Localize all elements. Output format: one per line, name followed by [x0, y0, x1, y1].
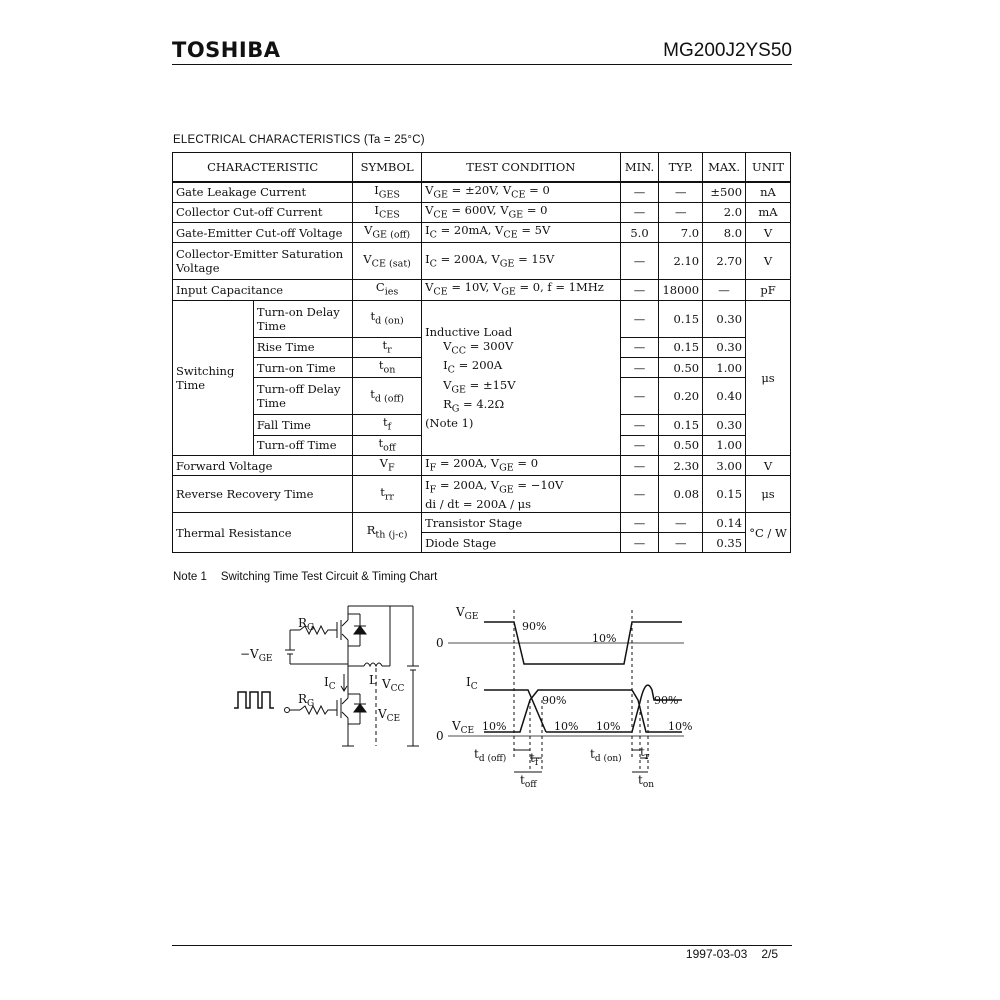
- condition-line: $I_C = 200A$: [443, 358, 503, 376]
- typ-cell: 0.08: [659, 476, 703, 513]
- footer-date: 1997-03-03: [685, 947, 748, 961]
- table-row: [173, 455, 791, 475]
- col-header: TEST CONDITION: [422, 153, 620, 182]
- timing-chart-diagram: [434, 600, 693, 790]
- lower-diode-icon: [354, 704, 366, 712]
- condition-cell: Diode Stage: [422, 533, 620, 553]
- min-cell: —: [620, 455, 659, 475]
- max-cell: 0.40: [703, 378, 746, 415]
- typ-cell: 0.15: [659, 415, 703, 435]
- symbol-cell: $I_{GES}$: [353, 182, 422, 203]
- page-header: [172, 38, 792, 65]
- min-cell: —: [620, 280, 659, 300]
- symbol-cell: $R_{th (j-c)}$: [353, 513, 422, 553]
- typ-cell: 0.50: [659, 435, 703, 455]
- symbol-cell: $I_{CES}$: [353, 202, 422, 222]
- max-cell: 0.14: [703, 513, 746, 533]
- symbol-cell: $C_{ies}$: [353, 280, 422, 300]
- note-caption: [173, 571, 437, 583]
- tr-label: $t_r$: [640, 745, 650, 762]
- condition-cell: $I_C = 20mA$, $V_{CE} = 5V$: [422, 223, 620, 243]
- lower-igbt-emitter: [342, 712, 348, 718]
- pct10-label: 10%: [482, 720, 507, 733]
- min-cell: —: [620, 415, 659, 435]
- timing-vce-label: $V_{CE}$: [452, 719, 475, 736]
- max-cell: 0.30: [703, 300, 746, 337]
- unit-cell: mA: [746, 202, 791, 222]
- upper-diode-icon: [354, 626, 366, 634]
- col-header: MIN.: [620, 153, 659, 182]
- typ-cell: 2.10: [659, 243, 703, 280]
- characteristic-cell: Forward Voltage: [173, 455, 353, 475]
- pulse-train-icon: [234, 692, 274, 708]
- table-row: [173, 280, 791, 300]
- characteristic-cell: Thermal Resistance: [173, 513, 353, 553]
- upper-igbt-collector: [342, 620, 348, 626]
- table-row: [173, 300, 791, 337]
- typ-cell: —: [659, 533, 703, 553]
- max-cell: 1.00: [703, 435, 746, 455]
- condition-cell: $I_F = 200A$, $V_{GE} = 0$: [422, 455, 620, 475]
- typ-cell: —: [659, 182, 703, 203]
- condition-cell: $V_{CE} = 10V$, $V_{GE} = 0$, f = 1MHz: [422, 280, 620, 300]
- pulse-input-terminal: [285, 708, 290, 713]
- min-cell: —: [620, 357, 659, 377]
- typ-cell: 0.15: [659, 300, 703, 337]
- symbol-cell: $V_{CE (sat)}$: [353, 243, 422, 280]
- section-title: ELECTRICAL CHARACTERISTICS (Ta = 25°C): [173, 134, 425, 146]
- pct90-label: 90%: [542, 694, 567, 707]
- symbol-cell: $V_{GE (off)}$: [353, 223, 422, 243]
- table-row: [173, 223, 791, 243]
- unit-cell: V: [746, 223, 791, 243]
- min-cell: —: [620, 243, 659, 280]
- min-cell: —: [620, 378, 659, 415]
- characteristic-cell: Reverse Recovery Time: [173, 476, 353, 513]
- characteristic-cell: Turn-off Delay Time: [253, 378, 352, 415]
- brand-logo: TOSHIBA: [172, 38, 281, 62]
- min-cell: —: [620, 435, 659, 455]
- condition-line: (Note 1): [425, 416, 474, 431]
- page-footer: [686, 947, 778, 961]
- max-cell: 0.30: [703, 337, 746, 357]
- pct10-label: 10%: [668, 720, 693, 733]
- characteristic-cell: Turn-on Delay Time: [253, 300, 352, 337]
- inductor-icon: [364, 663, 382, 666]
- condition-line: $V_{CC} = 300V$: [443, 339, 514, 357]
- characteristic-cell: Gate Leakage Current: [173, 182, 353, 203]
- symbol-cell: $t_{d (off)}$: [353, 378, 422, 415]
- electrical-characteristics-table: [172, 152, 791, 553]
- max-cell: 0.35: [703, 533, 746, 553]
- table-row: [173, 182, 791, 203]
- rg-lower-label: $R_G$: [298, 692, 315, 709]
- condition-cell: Transistor Stage: [422, 513, 620, 533]
- footer-page: 2/5: [761, 947, 778, 961]
- max-cell: 1.00: [703, 357, 746, 377]
- unit-cell: μs: [746, 300, 791, 455]
- table-header-row: [173, 153, 791, 182]
- pct90-label: 90%: [654, 694, 679, 707]
- unit-cell: V: [746, 243, 791, 280]
- pct10-label: 10%: [592, 632, 617, 645]
- typ-cell: 18000: [659, 280, 703, 300]
- footer-rule: [172, 945, 792, 946]
- lower-igbt-collector: [342, 698, 348, 704]
- timing-vge-label: $V_{GE}$: [456, 605, 479, 622]
- symbol-cell: $t_{on}$: [353, 357, 422, 377]
- condition-line: $R_G = 4.2\Omega$: [443, 397, 505, 415]
- ic-label: $I_C$: [324, 675, 336, 692]
- min-cell: —: [620, 476, 659, 513]
- typ-cell: 2.30: [659, 455, 703, 475]
- symbol-cell: $t_{off}$: [353, 435, 422, 455]
- max-cell: 0.15: [703, 476, 746, 513]
- part-number: MG200J2YS50: [663, 40, 792, 61]
- condition-line: $V_{GE} = \pm 15V$: [443, 377, 516, 396]
- vge-label: $-V_{GE}$: [240, 647, 273, 664]
- condition-cell: $I_F = 200A$, $V_{GE} = -10V$ di / dt = 200A / μs: [422, 476, 620, 513]
- max-cell: —: [703, 280, 746, 300]
- condition-cell: $V_{CE} = 600V$, $V_{GE} = 0$: [422, 202, 620, 222]
- col-header: CHARACTERISTIC: [173, 153, 353, 182]
- gate-resistor-icon: [300, 706, 337, 714]
- note-label: Note 1: [173, 571, 207, 583]
- typ-cell: 0.20: [659, 378, 703, 415]
- vcc-label: $V_{CC}$: [382, 677, 405, 694]
- typ-cell: 0.15: [659, 337, 703, 357]
- max-cell: 2.70: [703, 243, 746, 280]
- max-cell: 8.0: [703, 223, 746, 243]
- min-cell: —: [620, 533, 659, 553]
- note-text: Switching Time Test Circuit & Timing Chart: [220, 571, 438, 583]
- min-cell: —: [620, 337, 659, 357]
- inductor-label: L: [369, 673, 377, 687]
- test-circuit-diagram: [230, 598, 430, 758]
- upper-igbt-emitter: [342, 634, 348, 640]
- table-row: [173, 243, 791, 280]
- pct10-label: 10%: [596, 720, 621, 733]
- unit-cell: μs: [746, 476, 791, 513]
- zero-label: 0: [436, 729, 444, 743]
- table-row: [173, 202, 791, 222]
- pct90-label: 90%: [522, 620, 547, 633]
- characteristic-cell: Turn-on Time: [253, 357, 352, 377]
- table-row: [173, 513, 791, 533]
- min-cell: —: [620, 513, 659, 533]
- vce-label: $V_{CE}$: [378, 707, 401, 724]
- characteristic-cell: Turn-off Time: [253, 435, 352, 455]
- symbol-cell: $V_F$: [353, 455, 422, 475]
- rg-upper-label: $R_G$: [298, 616, 315, 633]
- min-cell: —: [620, 300, 659, 337]
- col-header: MAX.: [703, 153, 746, 182]
- characteristic-cell: Rise Time: [253, 337, 352, 357]
- typ-cell: 0.50: [659, 357, 703, 377]
- symbol-cell: $t_{rr}$: [353, 476, 422, 513]
- switching-group-cell: Switching Time: [173, 300, 254, 455]
- characteristic-cell: Collector Cut-off Current: [173, 202, 353, 222]
- max-cell: 2.0: [703, 202, 746, 222]
- min-cell: 5.0: [620, 223, 659, 243]
- tf-label: $t_f$: [530, 751, 539, 768]
- typ-cell: 7.0: [659, 223, 703, 243]
- min-cell: —: [620, 202, 659, 222]
- table-row: [173, 476, 791, 513]
- td-on-label: $t_{d (on)}$: [590, 747, 622, 764]
- max-cell: ±500: [703, 182, 746, 203]
- characteristic-cell: Fall Time: [253, 415, 352, 435]
- condition-cell: $V_{GE} = \pm 20V$, $V_{CE} = 0$: [422, 182, 620, 203]
- unit-cell: pF: [746, 280, 791, 300]
- symbol-cell: $t_{d (on)}$: [353, 300, 422, 337]
- min-cell: —: [620, 182, 659, 203]
- td-off-label: $t_{d (off)}$: [474, 747, 507, 764]
- col-header: UNIT: [746, 153, 791, 182]
- switching-condition-cell: [422, 300, 620, 455]
- condition-line: Inductive Load: [425, 325, 513, 340]
- characteristic-cell: Gate-Emitter Cut-off Voltage: [173, 223, 353, 243]
- col-header: SYMBOL: [353, 153, 422, 182]
- max-cell: 0.30: [703, 415, 746, 435]
- zero-label: 0: [436, 636, 444, 650]
- symbol-cell: $t_f$: [353, 415, 422, 435]
- toff-label: $t_{off}$: [520, 773, 537, 790]
- typ-cell: —: [659, 202, 703, 222]
- unit-cell: nA: [746, 182, 791, 203]
- max-cell: 3.00: [703, 455, 746, 475]
- unit-cell: V: [746, 455, 791, 475]
- typ-cell: —: [659, 513, 703, 533]
- characteristic-cell: Input Capacitance: [173, 280, 353, 300]
- col-header: TYP.: [659, 153, 703, 182]
- condition-cell: $I_C = 200A$, $V_{GE} = 15V$: [422, 243, 620, 280]
- characteristic-cell: Collector-Emitter Saturation Voltage: [173, 243, 353, 280]
- symbol-cell: $t_r$: [353, 337, 422, 357]
- timing-ic-label: $I_C$: [466, 675, 478, 692]
- unit-cell: °C / W: [746, 513, 791, 553]
- ton-label: $t_{on}$: [638, 773, 655, 790]
- pct10-label: 10%: [554, 720, 579, 733]
